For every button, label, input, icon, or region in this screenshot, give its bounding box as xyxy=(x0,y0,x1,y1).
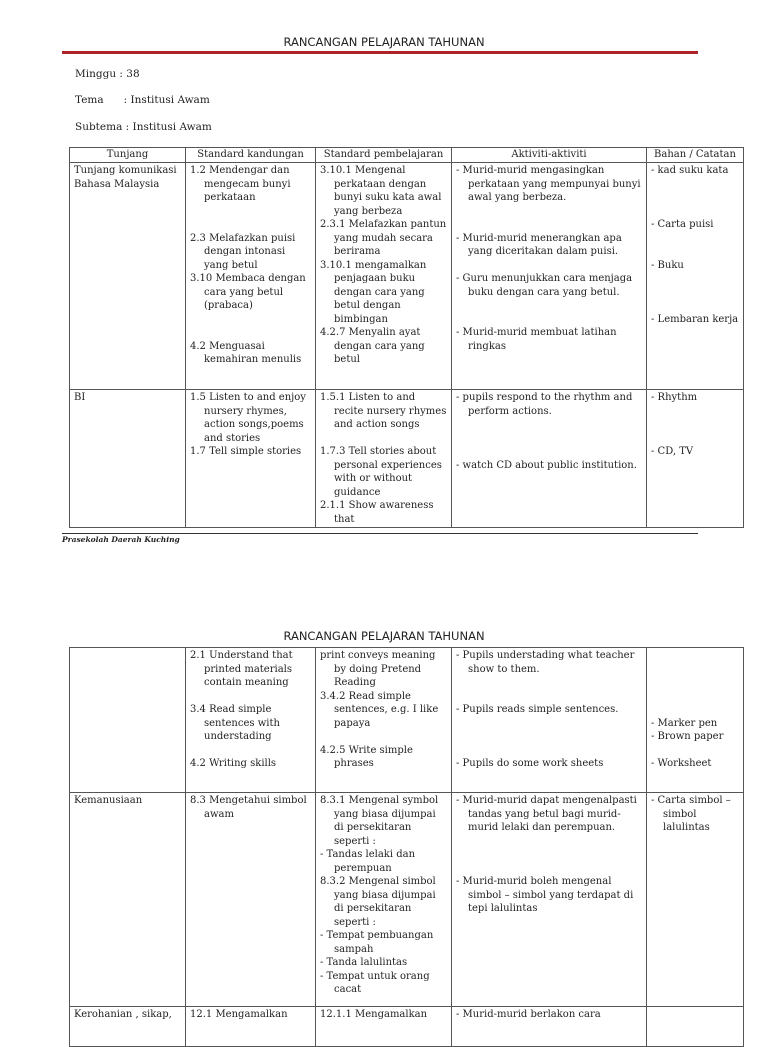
cell-standard-pembelajaran-text: 3.10.1 mengamalkan penjagaan buku dengan cara yang betul dengan bimbingan xyxy=(320,259,427,325)
cell-standard-pembelajaran xyxy=(316,1007,452,1047)
cell-standard-kandungan-text: 1.2 Mendengar dan mengecam bunyi perkataan xyxy=(190,165,291,203)
cell-standard-pembelajaran-text: 3.4.2 Read simple sentences, e.g. I like papaya xyxy=(320,690,439,729)
cell-standard-kandungan-text: 1.7 Tell simple stories xyxy=(190,446,302,457)
table-row xyxy=(70,793,744,1007)
table-row xyxy=(70,390,744,528)
table-header-row xyxy=(70,148,744,163)
cell-standard-kandungan-text: 4.2 Writing skills xyxy=(190,758,277,769)
header-kandungan: Standard kandungan xyxy=(186,148,316,163)
cell-standard-pembelajaran-text: 8.3.2 Mengenal simbol yang biasa dijumpai di persekitaran seperti : xyxy=(320,876,436,928)
header-bahan: Bahan / Catatan xyxy=(647,148,744,163)
cell-aktiviti-text: - Guru menunjukkan cara menjaga buku dengan cara yang betul. xyxy=(456,273,633,298)
cell-standard-kandungan-text: 3.10 Membaca dengan cara yang betul (prabaca) xyxy=(190,273,306,311)
cell-bahan xyxy=(647,1007,744,1047)
cell-aktiviti xyxy=(452,793,647,1007)
cell-standard-pembelajaran xyxy=(316,648,452,793)
cell-standard-kandungan-text: 2.1 Understand that printed materials contain meaning xyxy=(190,650,293,688)
cell-aktiviti xyxy=(452,1007,647,1047)
cell-tunjang-text: Tunjang komunikasi Bahasa Malaysia xyxy=(74,165,177,190)
cell-aktiviti xyxy=(452,390,647,528)
cell-bahan-text: - kad suku kata xyxy=(651,165,729,176)
cell-standard-kandungan-text: 3.4 Read simple sentences with understading xyxy=(190,704,280,742)
cell-bahan-text: - Carta puisi xyxy=(651,219,714,230)
cell-standard-pembelajaran-text: 12.1.1 Mengamalkan xyxy=(320,1009,428,1020)
page-title-2: RANCANGAN PELAJARAN TAHUNAN xyxy=(283,629,485,643)
cell-bahan-text: - Buku xyxy=(651,259,684,271)
cell-standard-pembelajaran xyxy=(316,390,452,528)
cell-standard-pembelajaran-text: print conveys meaning by doing Pretend Reading xyxy=(320,650,436,688)
cell-standard-pembelajaran-text: - Tanda lalulintas xyxy=(320,957,408,968)
cell-standard-pembelajaran xyxy=(316,793,452,1007)
header-pembelajaran: Standard pembelajaran xyxy=(316,148,452,163)
cell-bahan-text: - Rhythm xyxy=(651,392,698,403)
cell-standard-pembelajaran-text: 1.5.1 Listen to and recite nursery rhymes and action songs xyxy=(320,392,447,430)
cell-aktiviti-text: - Murid-murid boleh mengenal simbol – simbol yang terdapat di tepi lalulintas xyxy=(456,876,634,914)
cell-standard-pembelajaran-text: 2.3.1 Melafazkan pantun yang mudah secara berirama xyxy=(320,219,447,257)
cell-bahan-text: - Worksheet xyxy=(651,758,712,769)
cell-aktiviti-text: - Murid-murid berlakon cara xyxy=(456,1009,601,1020)
cell-standard-pembelajaran-text: 4.2.5 Write simple phrases xyxy=(320,744,413,769)
cell-tunjang xyxy=(70,390,186,528)
cell-standard-kandungan xyxy=(186,390,316,528)
cell-bahan xyxy=(647,390,744,528)
cell-tunjang xyxy=(70,1007,186,1047)
cell-standard-kandungan-text: 12.1 Mengamalkan xyxy=(190,1009,288,1020)
table-row xyxy=(70,163,744,390)
cell-standard-pembelajaran-text: - Tempat untuk orang cacat xyxy=(320,970,430,995)
cell-standard-kandungan-text: 4.2 Menguasai kemahiran menulis xyxy=(190,340,302,365)
cell-bahan xyxy=(647,648,744,793)
cell-bahan xyxy=(647,163,744,390)
cell-standard-pembelajaran-text: 4.2.7 Menyalin ayat dengan cara yang betul xyxy=(320,327,425,365)
cell-aktiviti-text: - Murid-murid menerangkan apa yang diceritakan dalam puisi. xyxy=(456,232,622,257)
header-aktiviti: Aktiviti-aktiviti xyxy=(452,148,647,163)
cell-aktiviti-text: - Pupils reads simple sentences. xyxy=(456,704,619,715)
cell-tunjang xyxy=(70,648,186,793)
cell-standard-pembelajaran-text: 2.1.1 Show awareness that xyxy=(320,500,434,525)
cell-tunjang-text: Kerohanian , sikap, xyxy=(74,1009,172,1020)
cell-aktiviti-text: - Murid-murid membuat latihan ringkas xyxy=(456,327,617,352)
cell-standard-kandungan-text: 8.3 Mengetahui simbol awam xyxy=(190,795,307,820)
cell-aktiviti-text: - pupils respond to the rhythm and perform actions. xyxy=(456,392,633,417)
lesson-plan-table-2 xyxy=(69,647,744,1047)
cell-aktiviti xyxy=(452,163,647,390)
cell-standard-pembelajaran-text: - Tandas lelaki dan perempuan xyxy=(320,849,416,874)
cell-standard-kandungan-text: 1.5 Listen to and enjoy nursery rhymes, action songs,poems and stories xyxy=(190,392,306,444)
cell-standard-kandungan xyxy=(186,163,316,390)
cell-bahan-text: - CD, TV xyxy=(651,446,694,457)
cell-standard-pembelajaran-text: 3.10.1 Mengenal perkataan dengan bunyi suku kata awal yang berbeza xyxy=(320,165,442,217)
cell-standard-pembelajaran-text: 8.3.1 Mengenal symbol yang biasa dijumpai di persekitaran seperti : xyxy=(320,795,439,847)
page-title: RANCANGAN PELAJARAN TAHUNAN xyxy=(283,35,485,49)
cell-standard-pembelajaran xyxy=(316,163,452,390)
cell-standard-kandungan-text: 2.3 Melafazkan puisi dengan intonasi yang betul xyxy=(190,232,296,271)
cell-aktiviti-text: - Pupils understading what teacher show to them. xyxy=(456,650,635,675)
cell-bahan xyxy=(647,793,744,1007)
cell-bahan-text: - Carta simbol – simbol lalulintas xyxy=(651,795,731,833)
cell-aktiviti-text: - Murid-murid mengasingkan perkataan yang mempunyai bunyi awal yang berbeza. xyxy=(456,165,641,203)
cell-standard-pembelajaran-text: 1.7.3 Tell stories about personal experiences with or without guidance xyxy=(320,446,442,498)
cell-tunjang-text: BI xyxy=(74,392,86,403)
table-row xyxy=(70,648,744,793)
cell-tunjang-text: Kemanusiaan xyxy=(74,795,143,806)
table-row xyxy=(70,1007,744,1047)
cell-aktiviti-text: - Murid-murid dapat mengenalpasti tandas yang betul bagi murid-murid lelaki dan perempuan. xyxy=(456,795,637,833)
cell-standard-kandungan xyxy=(186,793,316,1007)
lesson-plan-table xyxy=(69,147,744,528)
cell-aktiviti-text: - Pupils do some work sheets xyxy=(456,758,604,769)
cell-bahan-text: - Brown paper xyxy=(651,731,724,742)
cell-tunjang xyxy=(70,163,186,390)
cell-standard-kandungan xyxy=(186,648,316,793)
footer-rule xyxy=(62,533,698,534)
title-underline xyxy=(62,51,698,54)
cell-aktiviti xyxy=(452,648,647,793)
cell-tunjang xyxy=(70,793,186,1007)
subtema-label: Subtema : Institusi Awam xyxy=(75,121,212,133)
footer-text: Prasekolah Daerah Kuching xyxy=(62,535,180,544)
cell-standard-pembelajaran-text: - Tempat pembuangan sampah xyxy=(320,930,434,955)
cell-aktiviti-text: - watch CD about public institution. xyxy=(456,459,637,471)
header-tunjang: Tunjang xyxy=(70,148,186,163)
minggu-label: Minggu : 38 xyxy=(75,68,140,80)
tema-label: Tema : Institusi Awam xyxy=(75,94,210,106)
cell-bahan-text: - Marker pen xyxy=(651,717,718,729)
cell-standard-kandungan xyxy=(186,1007,316,1047)
cell-bahan-text: - Lembaran kerja xyxy=(651,313,739,325)
